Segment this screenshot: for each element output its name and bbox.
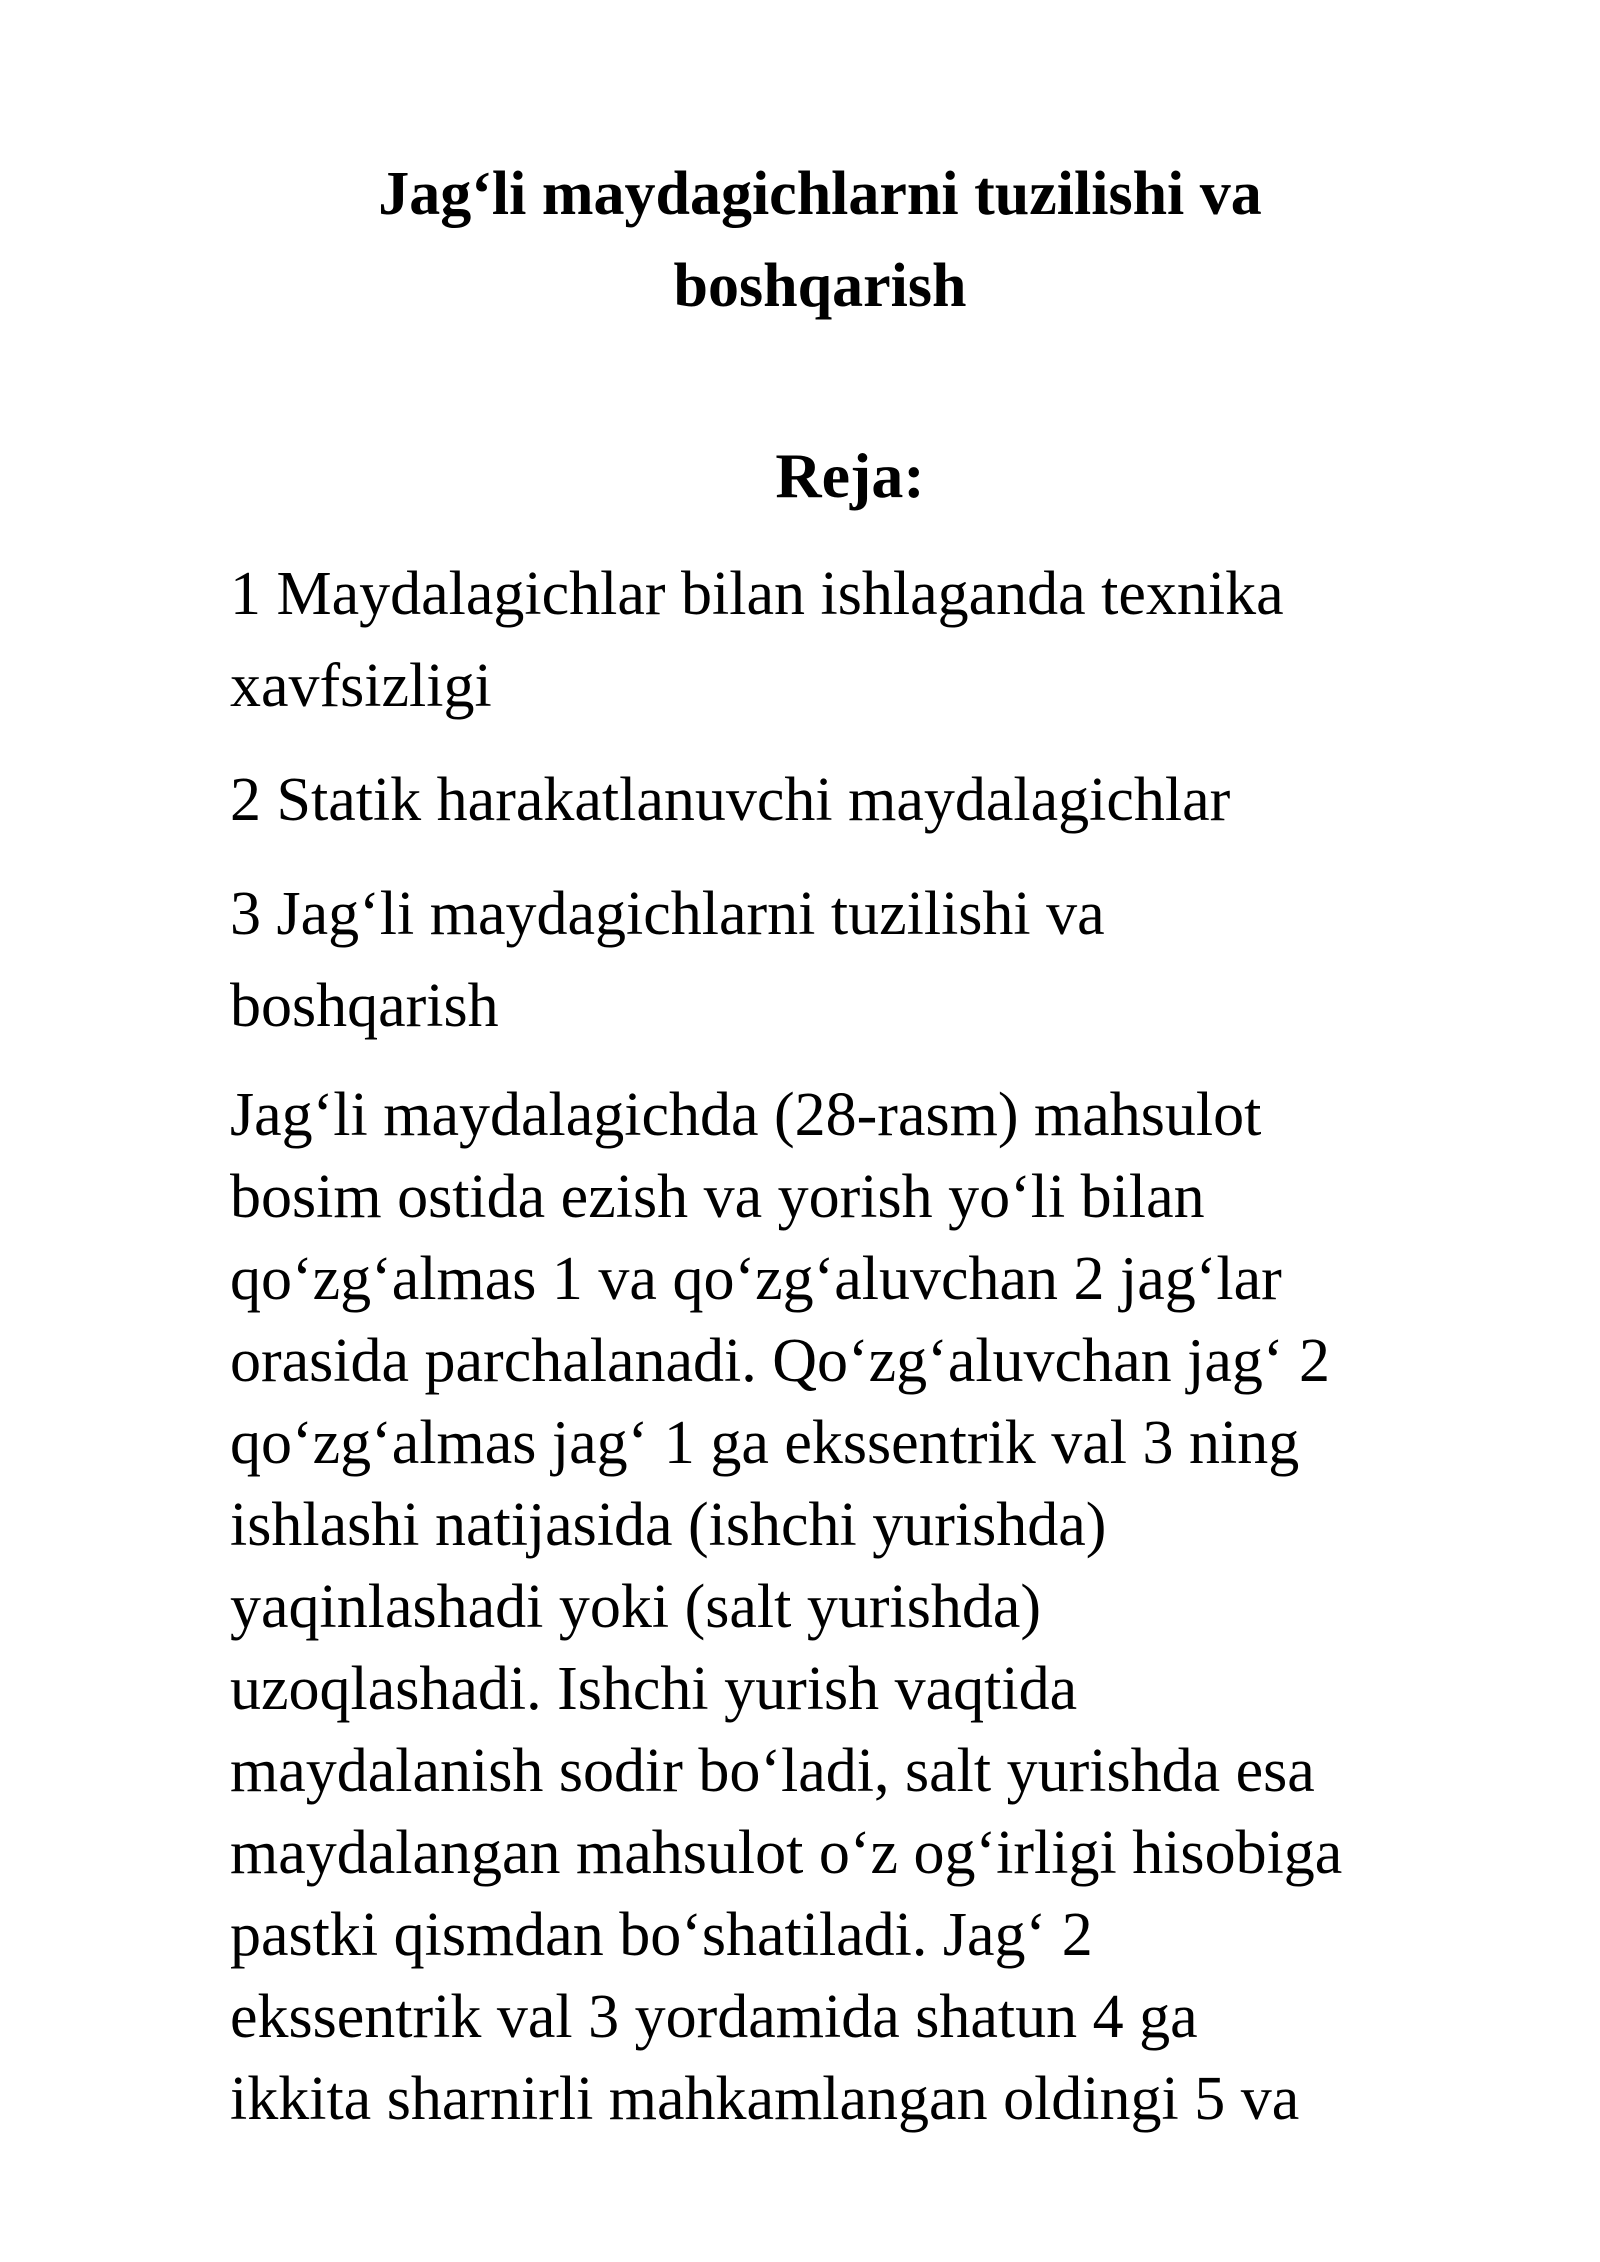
plan-item	[230, 548, 1500, 732]
body-line: ishlashi natijasida (ishchi yurishda)	[230, 1491, 1107, 1559]
body-line: qo‘zg‘almas 1 va qo‘zg‘aluvchan 2 jag‘lar	[230, 1245, 1282, 1313]
body-line: qo‘zg‘almas jag‘ 1 ga ekssentrik val 3 ning	[230, 1409, 1300, 1477]
plan-item-line: 1 Maydalagichlar bilan ishlaganda texnika	[230, 560, 1284, 628]
body-line: ikkita sharnirli mahkamlangan oldingi 5 va	[230, 2065, 1300, 2133]
plan-item-line: 3 Jag‘li maydagichlarni tuzilishi va	[230, 880, 1105, 948]
body-paragraph	[230, 1074, 1520, 2140]
plan-item-line: 2 Statik harakatlanuvchi maydalagichlar	[230, 766, 1231, 834]
document-title	[230, 148, 1410, 332]
title-line: Jag‘li maydagichlarni tuzilishi va	[378, 160, 1262, 228]
body-line: maydalanish sodir bo‘ladi, salt yurishda esa	[230, 1737, 1315, 1805]
body-line: pastki qismdan bo‘shatiladi. Jag‘ 2	[230, 1901, 1093, 1969]
plan-item	[230, 868, 1500, 1052]
plan-item	[230, 754, 1500, 846]
body-line: uzoqlashadi. Ishchi yurish vaqtida	[230, 1655, 1078, 1723]
body-line: Jag‘li maydalagichda (28-rasm) mahsulot	[230, 1081, 1262, 1149]
body-line: orasida parchalanadi. Qo‘zg‘aluvchan jag‘ 2	[230, 1327, 1330, 1395]
body-line: ekssentrik val 3 yordamida shatun 4 ga	[230, 1983, 1198, 2051]
body-line: yaqinlashadi yoki (salt yurishda)	[230, 1573, 1041, 1641]
title-line: boshqarish	[673, 252, 967, 320]
plan-list	[230, 548, 1500, 1052]
body-line: bosim ostida ezish va yorish yo‘li bilan	[230, 1163, 1205, 1231]
plan-item-line: xavfsizligi	[230, 652, 492, 720]
plan-heading: Reja:	[775, 440, 925, 511]
plan-item-line: boshqarish	[230, 972, 499, 1040]
body-line: maydalangan mahsulot o‘z og‘irligi hisobiga	[230, 1819, 1343, 1887]
